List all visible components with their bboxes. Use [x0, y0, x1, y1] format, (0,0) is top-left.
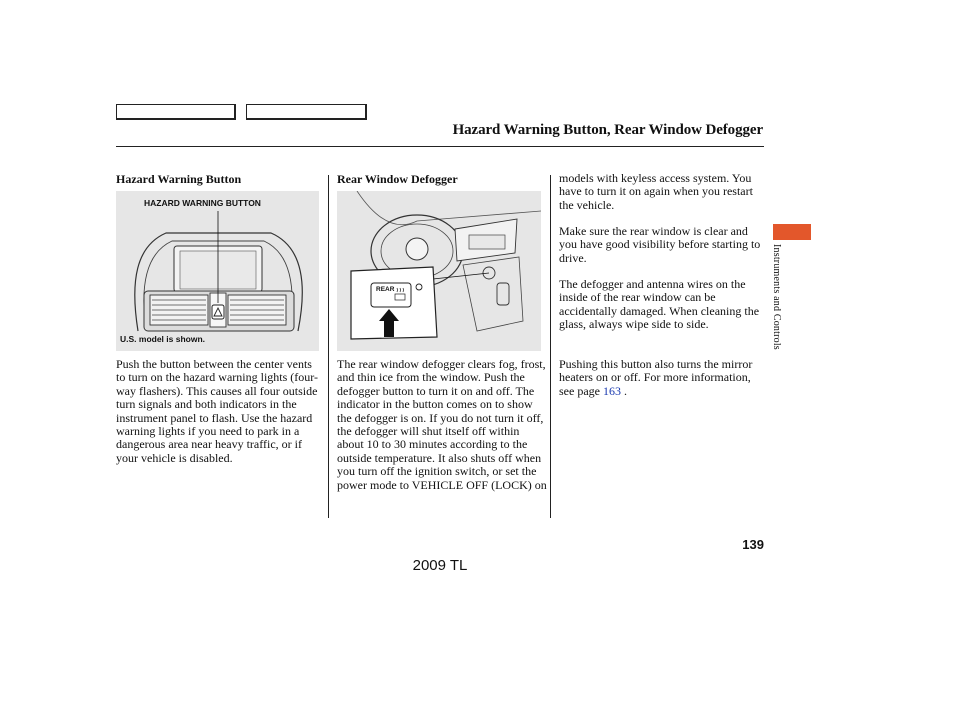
- defogger-continued-paragraph: models with keyless access system. You have to turn it on again when you restart the vehicle.: [559, 171, 753, 212]
- defogger-button-label: REAR: [376, 286, 395, 293]
- dashboard-center-illustration: [116, 191, 319, 351]
- section-side-label: Instruments and Controls: [771, 244, 782, 350]
- page-number: 139: [742, 537, 764, 552]
- defogger-para3: [559, 278, 762, 332]
- hazard-paragraph: Push the button between the center vents to turn on the hazard warning lights (four-way flashers). This causes all four outside turn signals and both indicators in the instrument panel to flash. Use the hazard warning lights if you need to park in a dangerous area near heavy traffic, or if your vehicle is disabled.: [116, 357, 319, 465]
- hazard-body: [116, 358, 322, 465]
- nav-button-next[interactable]: [246, 104, 367, 120]
- defogger-para4: [559, 358, 762, 398]
- defogger-paragraph: The rear window defogger clears fog, frost, and thin ice from the window. Push the defogger button to turn it on and off. The indicator in the button comes on to show the defogger is on. If you do not turn it off, the defogger will shut itself off within about 10 to 30 minutes according to the outside temperature. It also shuts off when you turn off the ignition switch, or set the power mode to VEHICLE OFF (LOCK) on: [337, 357, 547, 492]
- visibility-paragraph: Make sure the rear window is clear and you have good visibility before starting to drive.: [559, 224, 761, 265]
- hazard-heading: Hazard Warning Button: [116, 172, 242, 186]
- column-divider: [550, 175, 551, 518]
- wires-paragraph: The defogger and antenna wires on the inside of the rear window can be accidentally damaged. When cleaning the glass, always wipe side to side.: [559, 277, 760, 332]
- footer-model: 2009 TL: [412, 557, 468, 574]
- defogger-para2: [559, 225, 762, 265]
- defogger-heading: Rear Window Defogger: [337, 172, 458, 186]
- title-rule: [116, 146, 764, 147]
- defogger-body: [337, 358, 549, 492]
- hazard-button-figure: [116, 191, 319, 351]
- nav-button-previous[interactable]: [116, 104, 236, 120]
- defogger-figure: [337, 191, 541, 351]
- page-reference-link[interactable]: 163: [602, 383, 621, 398]
- mirror-heater-paragraph: [559, 358, 762, 398]
- page-title: Hazard Warning Button, Rear Window Defogger: [452, 122, 763, 138]
- defogger-continued: [559, 172, 762, 212]
- mirror-heater-suffix: .: [623, 383, 627, 398]
- figure-note: U.S. model is shown.: [120, 334, 206, 344]
- figure-caption: HAZARD WARNING BUTTON: [144, 198, 261, 208]
- section-tab[interactable]: [773, 224, 811, 240]
- driver-cockpit-illustration: [337, 191, 541, 351]
- column-divider: [328, 175, 329, 518]
- mirror-heater-text: Pushing this button also turns the mirror heaters on or off. For more information, see page: [559, 357, 753, 398]
